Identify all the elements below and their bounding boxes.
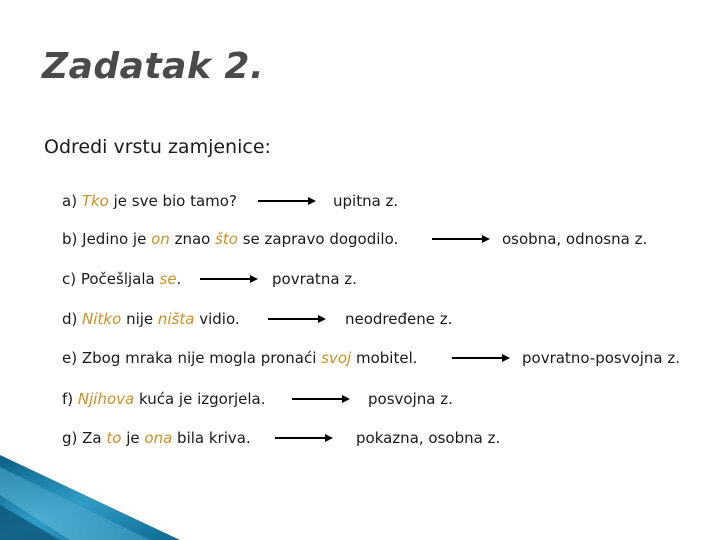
answer-e: povratno-posvojna z.	[522, 349, 681, 367]
sentence-b: b) Jedino je on znao što se zapravo dogodilo.	[62, 230, 399, 248]
arrow-g	[275, 431, 335, 445]
answer-a: upitna z.	[333, 192, 399, 210]
arrow-c	[200, 272, 260, 286]
arrow-d	[268, 312, 328, 326]
slide-title: Zadatak 2.	[42, 46, 265, 87]
pronoun: Tko	[81, 192, 109, 210]
sentence-a: a) Tko je sve bio tamo?	[62, 192, 237, 210]
pronoun: se	[159, 270, 177, 288]
sentence-e: e) Zbog mraka nije mogla pronaći svoj mobitel.	[62, 349, 418, 367]
task-instruction: Odredi vrstu zamjenice:	[44, 136, 271, 158]
pronoun: on	[151, 230, 170, 248]
pronoun: Nitko	[82, 310, 122, 328]
answer-b: osobna, odnosna z.	[502, 230, 648, 248]
pronoun: Njihova	[77, 390, 135, 408]
sentence-c: c) Počešljala se.	[62, 270, 182, 288]
pronoun: svoj	[321, 349, 352, 367]
pronoun: to	[106, 429, 122, 447]
arrow-f	[292, 392, 352, 406]
decorative-corner	[0, 455, 180, 540]
pronoun: što	[215, 230, 238, 248]
arrow-b	[432, 232, 492, 246]
answer-g: pokazna, osobna z.	[356, 429, 501, 447]
arrow-a	[258, 194, 318, 208]
arrow-e	[452, 351, 512, 365]
pronoun: ništa	[157, 310, 195, 328]
answer-f: posvojna z.	[368, 390, 453, 408]
answer-d: neodređene z.	[345, 310, 453, 328]
pronoun: ona	[144, 429, 173, 447]
sentence-f: f) Njihova kuća je izgorjela.	[62, 390, 266, 408]
answer-c: povratna z.	[272, 270, 357, 288]
sentence-g: g) Za to je ona bila kriva.	[62, 429, 251, 447]
sentence-d: d) Nitko nije ništa vidio.	[62, 310, 240, 328]
